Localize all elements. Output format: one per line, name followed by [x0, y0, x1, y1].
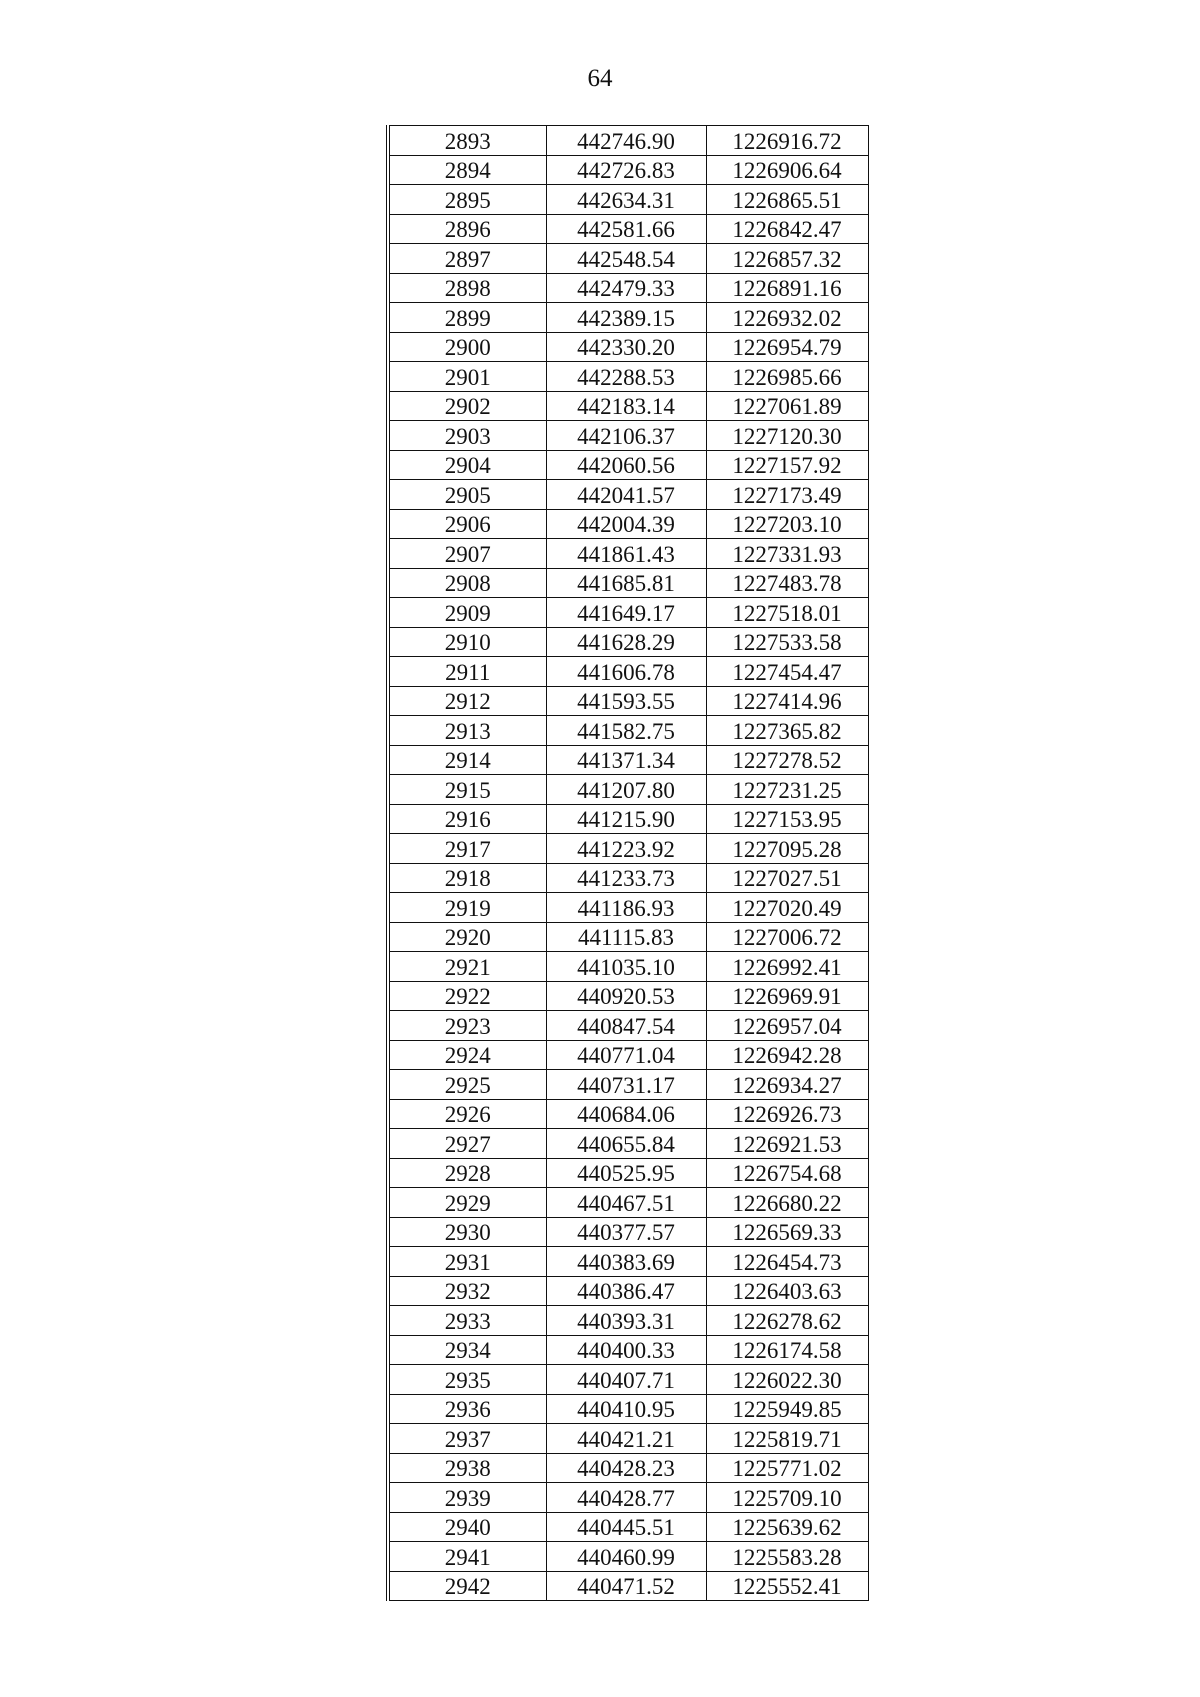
x-coordinate-cell: 441035.10 [546, 952, 706, 982]
point-number-cell: 2923 [388, 1011, 546, 1041]
x-coordinate-cell: 442746.90 [546, 126, 706, 156]
table-row [388, 716, 868, 746]
x-coordinate-cell: 442548.54 [546, 244, 706, 274]
table-row [388, 480, 868, 510]
table-row [388, 1453, 868, 1483]
point-number-cell: 2933 [388, 1306, 546, 1336]
table-row [388, 214, 868, 244]
point-number-cell: 2942 [388, 1571, 546, 1601]
y-coordinate-cell: 1225819.71 [706, 1424, 868, 1454]
y-coordinate-cell: 1226926.73 [706, 1099, 868, 1129]
x-coordinate-cell: 442041.57 [546, 480, 706, 510]
table-row [388, 155, 868, 185]
y-coordinate-cell: 1227365.82 [706, 716, 868, 746]
point-number-cell: 2926 [388, 1099, 546, 1129]
table-row [388, 568, 868, 598]
point-number-cell: 2912 [388, 686, 546, 716]
table-row [388, 775, 868, 805]
y-coordinate-cell: 1227203.10 [706, 509, 868, 539]
y-coordinate-cell: 1226857.32 [706, 244, 868, 274]
point-number-cell: 2938 [388, 1453, 546, 1483]
table-row [388, 1217, 868, 1247]
x-coordinate-cell: 440386.47 [546, 1276, 706, 1306]
y-coordinate-cell: 1226954.79 [706, 332, 868, 362]
table-row [388, 1158, 868, 1188]
point-number-cell: 2894 [388, 155, 546, 185]
y-coordinate-cell: 1227278.52 [706, 745, 868, 775]
y-coordinate-cell: 1226842.47 [706, 214, 868, 244]
point-number-cell: 2929 [388, 1188, 546, 1218]
y-coordinate-cell: 1225583.28 [706, 1542, 868, 1572]
point-number-cell: 2904 [388, 450, 546, 480]
x-coordinate-cell: 440525.95 [546, 1158, 706, 1188]
y-coordinate-cell: 1227414.96 [706, 686, 868, 716]
y-coordinate-cell: 1227157.92 [706, 450, 868, 480]
x-coordinate-cell: 442330.20 [546, 332, 706, 362]
x-coordinate-cell: 441186.93 [546, 893, 706, 923]
y-coordinate-cell: 1226022.30 [706, 1365, 868, 1395]
point-number-cell: 2919 [388, 893, 546, 923]
x-coordinate-cell: 440428.77 [546, 1483, 706, 1513]
x-coordinate-cell: 441606.78 [546, 657, 706, 687]
point-number-cell: 2932 [388, 1276, 546, 1306]
point-number-cell: 2924 [388, 1040, 546, 1070]
table-row [388, 598, 868, 628]
table-row [388, 1099, 868, 1129]
point-number-cell: 2939 [388, 1483, 546, 1513]
y-coordinate-cell: 1227454.47 [706, 657, 868, 687]
point-number-cell: 2931 [388, 1247, 546, 1277]
y-coordinate-cell: 1226754.68 [706, 1158, 868, 1188]
table-row [388, 1365, 868, 1395]
x-coordinate-cell: 441371.34 [546, 745, 706, 775]
table-row [388, 450, 868, 480]
point-number-cell: 2925 [388, 1070, 546, 1100]
x-coordinate-cell: 441582.75 [546, 716, 706, 746]
y-coordinate-cell: 1225709.10 [706, 1483, 868, 1513]
point-number-cell: 2934 [388, 1335, 546, 1365]
x-coordinate-cell: 440771.04 [546, 1040, 706, 1070]
y-coordinate-cell: 1226916.72 [706, 126, 868, 156]
y-coordinate-cell: 1225949.85 [706, 1394, 868, 1424]
x-coordinate-cell: 442634.31 [546, 185, 706, 215]
table-row [388, 244, 868, 274]
point-number-cell: 2936 [388, 1394, 546, 1424]
table-row [388, 1335, 868, 1365]
point-number-cell: 2896 [388, 214, 546, 244]
point-number-cell: 2899 [388, 303, 546, 333]
table-row [388, 686, 868, 716]
y-coordinate-cell: 1226891.16 [706, 273, 868, 303]
x-coordinate-cell: 442389.15 [546, 303, 706, 333]
table-row [388, 1040, 868, 1070]
y-coordinate-cell: 1227518.01 [706, 598, 868, 628]
x-coordinate-cell: 440471.52 [546, 1571, 706, 1601]
point-number-cell: 2937 [388, 1424, 546, 1454]
point-number-cell: 2897 [388, 244, 546, 274]
point-number-cell: 2918 [388, 863, 546, 893]
x-coordinate-cell: 440407.71 [546, 1365, 706, 1395]
y-coordinate-cell: 1226278.62 [706, 1306, 868, 1336]
point-number-cell: 2909 [388, 598, 546, 628]
point-number-cell: 2911 [388, 657, 546, 687]
y-coordinate-cell: 1226569.33 [706, 1217, 868, 1247]
x-coordinate-cell: 440847.54 [546, 1011, 706, 1041]
point-number-cell: 2914 [388, 745, 546, 775]
x-coordinate-cell: 440383.69 [546, 1247, 706, 1277]
x-coordinate-cell: 440460.99 [546, 1542, 706, 1572]
y-coordinate-cell: 1227120.30 [706, 421, 868, 451]
table-row [388, 657, 868, 687]
point-number-cell: 2895 [388, 185, 546, 215]
x-coordinate-cell: 440393.31 [546, 1306, 706, 1336]
point-number-cell: 2893 [388, 126, 546, 156]
table-row [388, 893, 868, 923]
point-number-cell: 2905 [388, 480, 546, 510]
point-number-cell: 2922 [388, 981, 546, 1011]
table-row [388, 1512, 868, 1542]
y-coordinate-cell: 1226865.51 [706, 185, 868, 215]
x-coordinate-cell: 442183.14 [546, 391, 706, 421]
y-coordinate-cell: 1226957.04 [706, 1011, 868, 1041]
x-coordinate-cell: 441593.55 [546, 686, 706, 716]
table-row [388, 539, 868, 569]
y-coordinate-cell: 1227483.78 [706, 568, 868, 598]
x-coordinate-cell: 440655.84 [546, 1129, 706, 1159]
page-number: 64 [587, 65, 613, 92]
x-coordinate-cell: 441685.81 [546, 568, 706, 598]
coordinates-table-body [388, 126, 868, 1601]
table-row [388, 922, 868, 952]
x-coordinate-cell: 440467.51 [546, 1188, 706, 1218]
y-coordinate-cell: 1227331.93 [706, 539, 868, 569]
x-coordinate-cell: 441628.29 [546, 627, 706, 657]
y-coordinate-cell: 1226992.41 [706, 952, 868, 982]
point-number-cell: 2940 [388, 1512, 546, 1542]
point-number-cell: 2901 [388, 362, 546, 392]
x-coordinate-cell: 442479.33 [546, 273, 706, 303]
coordinates-table [386, 125, 869, 1601]
point-number-cell: 2927 [388, 1129, 546, 1159]
x-coordinate-cell: 440377.57 [546, 1217, 706, 1247]
x-coordinate-cell: 442288.53 [546, 362, 706, 392]
point-number-cell: 2908 [388, 568, 546, 598]
table-row [388, 804, 868, 834]
point-number-cell: 2898 [388, 273, 546, 303]
table-row [388, 1129, 868, 1159]
point-number-cell: 2907 [388, 539, 546, 569]
y-coordinate-cell: 1227533.58 [706, 627, 868, 657]
y-coordinate-cell: 1227231.25 [706, 775, 868, 805]
x-coordinate-cell: 442726.83 [546, 155, 706, 185]
point-number-cell: 2916 [388, 804, 546, 834]
x-coordinate-cell: 442581.66 [546, 214, 706, 244]
x-coordinate-cell: 441649.17 [546, 598, 706, 628]
table-row [388, 745, 868, 775]
table-row [388, 952, 868, 982]
y-coordinate-cell: 1226985.66 [706, 362, 868, 392]
y-coordinate-cell: 1226454.73 [706, 1247, 868, 1277]
x-coordinate-cell: 440731.17 [546, 1070, 706, 1100]
x-coordinate-cell: 440428.23 [546, 1453, 706, 1483]
y-coordinate-cell: 1225639.62 [706, 1512, 868, 1542]
table-row [388, 1011, 868, 1041]
x-coordinate-cell: 441861.43 [546, 539, 706, 569]
x-coordinate-cell: 442060.56 [546, 450, 706, 480]
x-coordinate-cell: 441115.83 [546, 922, 706, 952]
y-coordinate-cell: 1226932.02 [706, 303, 868, 333]
point-number-cell: 2921 [388, 952, 546, 982]
table-row [388, 627, 868, 657]
y-coordinate-cell: 1227173.49 [706, 480, 868, 510]
point-number-cell: 2902 [388, 391, 546, 421]
table-row [388, 863, 868, 893]
point-number-cell: 2928 [388, 1158, 546, 1188]
point-number-cell: 2930 [388, 1217, 546, 1247]
point-number-cell: 2935 [388, 1365, 546, 1395]
x-coordinate-cell: 441215.90 [546, 804, 706, 834]
x-coordinate-cell: 440400.33 [546, 1335, 706, 1365]
table-row [388, 1188, 868, 1218]
x-coordinate-cell: 440684.06 [546, 1099, 706, 1129]
x-coordinate-cell: 440920.53 [546, 981, 706, 1011]
table-row [388, 1483, 868, 1513]
y-coordinate-cell: 1227006.72 [706, 922, 868, 952]
point-number-cell: 2906 [388, 509, 546, 539]
table-row [388, 1306, 868, 1336]
point-number-cell: 2920 [388, 922, 546, 952]
table-row [388, 1247, 868, 1277]
y-coordinate-cell: 1227020.49 [706, 893, 868, 923]
y-coordinate-cell: 1226934.27 [706, 1070, 868, 1100]
x-coordinate-cell: 440410.95 [546, 1394, 706, 1424]
point-number-cell: 2913 [388, 716, 546, 746]
y-coordinate-cell: 1226969.91 [706, 981, 868, 1011]
x-coordinate-cell: 441223.92 [546, 834, 706, 864]
y-coordinate-cell: 1226921.53 [706, 1129, 868, 1159]
table-row [388, 332, 868, 362]
x-coordinate-cell: 442004.39 [546, 509, 706, 539]
table-row [388, 303, 868, 333]
table-row [388, 1070, 868, 1100]
y-coordinate-cell: 1227061.89 [706, 391, 868, 421]
point-number-cell: 2910 [388, 627, 546, 657]
point-number-cell: 2941 [388, 1542, 546, 1572]
y-coordinate-cell: 1226906.64 [706, 155, 868, 185]
x-coordinate-cell: 441207.80 [546, 775, 706, 805]
table-row [388, 421, 868, 451]
y-coordinate-cell: 1227095.28 [706, 834, 868, 864]
table-row [388, 391, 868, 421]
y-coordinate-cell: 1227027.51 [706, 863, 868, 893]
table-row [388, 1394, 868, 1424]
table-row [388, 509, 868, 539]
table-row [388, 126, 868, 156]
point-number-cell: 2903 [388, 421, 546, 451]
y-coordinate-cell: 1226403.63 [706, 1276, 868, 1306]
y-coordinate-cell: 1227153.95 [706, 804, 868, 834]
y-coordinate-cell: 1225771.02 [706, 1453, 868, 1483]
table-row [388, 1571, 868, 1601]
table-row [388, 1276, 868, 1306]
table-row [388, 273, 868, 303]
y-coordinate-cell: 1226680.22 [706, 1188, 868, 1218]
y-coordinate-cell: 1226942.28 [706, 1040, 868, 1070]
point-number-cell: 2917 [388, 834, 546, 864]
x-coordinate-cell: 441233.73 [546, 863, 706, 893]
point-number-cell: 2900 [388, 332, 546, 362]
table-row [388, 1542, 868, 1572]
table-row [388, 185, 868, 215]
x-coordinate-cell: 440421.21 [546, 1424, 706, 1454]
table-row [388, 362, 868, 392]
point-number-cell: 2915 [388, 775, 546, 805]
table-row [388, 1424, 868, 1454]
table-row [388, 834, 868, 864]
y-coordinate-cell: 1225552.41 [706, 1571, 868, 1601]
x-coordinate-cell: 442106.37 [546, 421, 706, 451]
y-coordinate-cell: 1226174.58 [706, 1335, 868, 1365]
x-coordinate-cell: 440445.51 [546, 1512, 706, 1542]
table-row [388, 981, 868, 1011]
